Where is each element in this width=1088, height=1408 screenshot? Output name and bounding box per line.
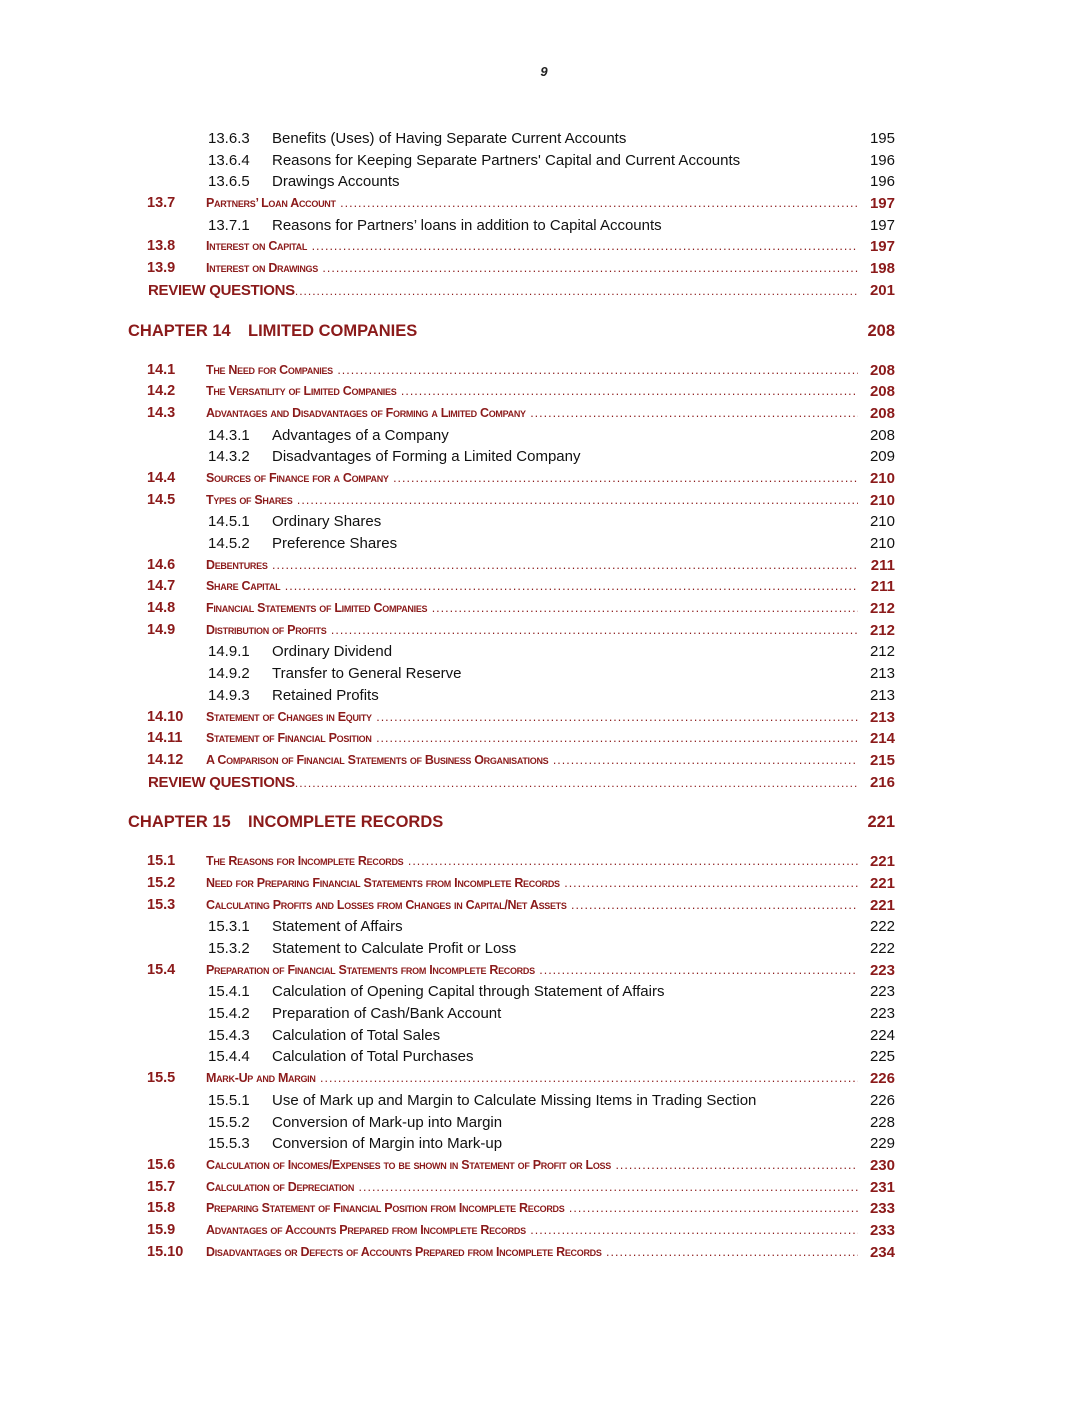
toc-entry-title: The Reasons for Incomplete Records ..... xyxy=(206,851,858,873)
toc-entry-number: 13.6.3 xyxy=(208,130,250,147)
toc-subsection-entry[interactable] xyxy=(0,938,1088,960)
toc-entry-page: 197 xyxy=(869,216,895,234)
toc-entry-title: REVIEW QUESTIONS ..... xyxy=(148,772,858,795)
chapter-label: CHAPTER 14 xyxy=(128,321,231,340)
toc-entry-page: 233 xyxy=(869,1221,895,1239)
toc-subsection-entry[interactable] xyxy=(0,171,1088,193)
toc-entry-number: 15.5 xyxy=(147,1070,176,1087)
toc-subsection-entry[interactable] xyxy=(0,1133,1088,1155)
toc-entry-number: 15.2 xyxy=(147,874,176,891)
toc-section-entry[interactable] xyxy=(0,960,1088,982)
toc-entry-number: 15.4.4 xyxy=(208,1048,250,1066)
toc-section-entry[interactable] xyxy=(0,360,1088,382)
toc-section-entry[interactable] xyxy=(0,1198,1088,1220)
toc-subsection-entry[interactable] xyxy=(0,916,1088,938)
toc-section-entry[interactable] xyxy=(0,468,1088,490)
toc-section-entry[interactable] xyxy=(0,381,1088,403)
toc-section-entry[interactable] xyxy=(0,403,1088,425)
toc-entry-title: Preparation of Cash/Bank Account xyxy=(272,1005,502,1023)
toc-entry-title: Calculation of Opening Capital through Statement of Affairs xyxy=(272,983,665,1001)
toc-entry-number: 14.8 xyxy=(147,600,176,617)
toc-entry-page: 208 xyxy=(869,383,895,401)
toc-entry-number: 15.4.1 xyxy=(208,983,250,1001)
chapter-title: INCOMPLETE RECORDS xyxy=(248,813,444,832)
toc-entry-title: Partners’ Loan Account ..... xyxy=(206,193,858,215)
toc-entry-number: 13.9 xyxy=(147,260,176,277)
toc-entry-number: 15.4.2 xyxy=(208,1005,250,1023)
toc-entry-title: Use of Mark up and Margin to Calculate Missing Items in Trading Section xyxy=(272,1091,757,1109)
toc-subsection-entry[interactable] xyxy=(0,1003,1088,1025)
toc-section-entry[interactable] xyxy=(0,1177,1088,1199)
toc-entry-title: Statement of Affairs xyxy=(272,918,403,936)
toc-entry-title: Preparing Statement of Financial Position from Incomplete Records ..... xyxy=(206,1198,858,1220)
toc-entry-title: Types of Shares ..... xyxy=(206,490,858,512)
table-of-contents xyxy=(0,128,1088,1263)
toc-entry-page: 208 xyxy=(869,404,895,422)
toc-entry-title: Interest on Drawings ..... xyxy=(206,258,858,280)
toc-entry-number: 15.4 xyxy=(147,961,176,978)
toc-section-entry[interactable] xyxy=(0,620,1088,642)
toc-section-entry[interactable] xyxy=(0,236,1088,258)
toc-section-entry[interactable] xyxy=(0,873,1088,895)
toc-section-entry[interactable] xyxy=(0,728,1088,750)
toc-entry-number: 14.5.1 xyxy=(208,513,250,531)
toc-entry-number: 15.5.1 xyxy=(208,1091,250,1109)
toc-entry-number: 15.6 xyxy=(147,1156,176,1173)
toc-entry-number: 15.4.3 xyxy=(208,1026,250,1044)
toc-entry-title: Ordinary Dividend xyxy=(272,643,393,661)
toc-entry-title: Distribution of Profits ..... xyxy=(206,620,858,642)
toc-entry-title: Statement of Changes in Equity ..... xyxy=(206,707,858,729)
toc-entry-number: 14.4 xyxy=(147,469,176,486)
toc-entry-title: Debentures ..... xyxy=(206,555,858,577)
toc-entry-title: Financial Statements of Limited Companies ..... xyxy=(206,598,858,620)
toc-entry-title: Statement of Financial Position ..... xyxy=(206,728,858,750)
toc-entry-title: Conversion of Margin into Mark-up xyxy=(272,1135,503,1153)
toc-entry-number: 14.1 xyxy=(147,361,176,378)
toc-entry-number: 14.9 xyxy=(147,621,176,638)
toc-entry-number: 15.7 xyxy=(147,1178,176,1195)
toc-subsection-entry[interactable] xyxy=(0,511,1088,533)
toc-entry-number: 15.5.3 xyxy=(208,1135,250,1153)
toc-section-entry[interactable] xyxy=(0,598,1088,620)
toc-entry-title: Share Capital ..... xyxy=(206,576,858,598)
toc-entry-page: 216 xyxy=(869,773,895,791)
toc-entry-number: 14.5.2 xyxy=(208,535,250,552)
toc-entry-page: 213 xyxy=(869,665,895,683)
toc-entry-number: 14.9.1 xyxy=(208,643,250,661)
toc-entry-number: 13.8 xyxy=(147,238,176,255)
toc-subsection-entry[interactable] xyxy=(0,446,1088,468)
toc-entry-page: 226 xyxy=(869,1091,895,1109)
toc-entry-page: 230 xyxy=(869,1156,895,1174)
toc-section-entry[interactable] xyxy=(0,851,1088,873)
toc-entry-number: 15.8 xyxy=(147,1200,176,1217)
toc-entry-page: 221 xyxy=(869,896,895,914)
toc-entry-number: 13.7 xyxy=(147,195,176,212)
toc-entry-number: 14.2 xyxy=(147,383,176,400)
toc-entry-number: 14.9.2 xyxy=(208,665,250,683)
chapter-title: LIMITED COMPANIES xyxy=(248,321,418,340)
toc-entry-title: A Comparison of Financial Statements of Business Organisations ..... xyxy=(206,750,858,772)
toc-entry-page: 212 xyxy=(869,600,895,618)
toc-entry-page: 196 xyxy=(869,173,895,191)
toc-subsection-entry[interactable] xyxy=(0,1090,1088,1112)
toc-entry-number: 15.1 xyxy=(147,853,176,870)
toc-entry-number: 14.12 xyxy=(147,751,184,768)
toc-entry-number: 14.9.3 xyxy=(208,686,250,704)
toc-entry-number: 15.3.1 xyxy=(208,918,250,936)
toc-entry-page: 233 xyxy=(869,1200,895,1218)
toc-entry-title: Calculation of Incomes/Expenses to be shown in Statement of Profit or Loss ..... xyxy=(206,1155,858,1177)
toc-entry-page: 223 xyxy=(869,1005,895,1023)
toc-entry-page: 198 xyxy=(869,260,895,278)
toc-entry-title: Transfer to General Reserve xyxy=(272,665,462,683)
chapter-page: 208 xyxy=(867,321,895,340)
toc-entry-number: 14.3.1 xyxy=(208,426,250,444)
toc-section-entry[interactable] xyxy=(0,258,1088,280)
toc-entry-page: 226 xyxy=(869,1070,895,1088)
toc-entry-page: 210 xyxy=(869,491,895,509)
toc-entry-number: 15.9 xyxy=(147,1221,176,1238)
toc-entry-title: Calculation of Depreciation ..... xyxy=(206,1177,858,1199)
toc-entry-page: 196 xyxy=(869,151,895,169)
toc-subsection-entry[interactable] xyxy=(0,215,1088,237)
toc-entry-title: Preparation of Financial Statements from Incomplete Records ..... xyxy=(206,960,858,982)
toc-entry-page: 211 xyxy=(870,556,895,574)
toc-entry-title: Advantages of Accounts Prepared from Incomplete Records ..... xyxy=(206,1220,858,1242)
toc-entry-page: 234 xyxy=(869,1243,895,1261)
toc-entry-number: 15.3.2 xyxy=(208,940,250,957)
toc-section-entry[interactable] xyxy=(0,490,1088,512)
toc-subsection-entry[interactable] xyxy=(0,128,1088,150)
toc-entry-number: 14.10 xyxy=(147,708,184,725)
toc-entry-title: Calculating Profits and Losses from Changes in Capital/Net Assets ..... xyxy=(206,895,858,917)
toc-section-entry[interactable] xyxy=(0,193,1088,215)
toc-entry-title: Sources of Finance for a Company ..... xyxy=(206,468,858,490)
toc-entry-page: 225 xyxy=(869,1048,895,1066)
page-number: 9 xyxy=(540,64,548,79)
toc-entry-page: 210 xyxy=(869,513,895,531)
toc-entry-title: Mark-Up and Margin ..... xyxy=(206,1068,858,1090)
toc-entry-title: Preference Shares xyxy=(272,535,398,552)
chapter-page: 221 xyxy=(867,813,895,832)
toc-entry-title: Conversion of Mark-up into Margin xyxy=(272,1113,503,1131)
toc-entry-number: 13.7.1 xyxy=(208,216,250,234)
toc-entry-number: 14.3.2 xyxy=(208,448,250,466)
toc-entry-number: 15.3 xyxy=(147,896,176,913)
toc-entry-page: 212 xyxy=(869,621,895,639)
toc-entry-title: Reasons for Keeping Separate Partners' Capital and Current Accounts xyxy=(272,151,741,169)
toc-entry-page: 211 xyxy=(870,578,895,596)
chapter-label: CHAPTER 15 xyxy=(128,813,231,832)
toc-entry-title: Reasons for Partners’ loans in addition to Capital Accounts xyxy=(272,216,662,234)
toc-entry-title: Retained Profits xyxy=(272,686,379,704)
toc-entry-number: 14.5 xyxy=(147,491,176,508)
toc-entry-title: Statement to Calculate Profit or Loss xyxy=(272,940,517,957)
toc-entry-page: 215 xyxy=(869,751,895,769)
toc-entry-page: 223 xyxy=(869,961,895,979)
toc-entry-page: 229 xyxy=(869,1135,895,1153)
toc-section-entry[interactable] xyxy=(0,1068,1088,1090)
toc-entry-title: Advantages and Disadvantages of Forming a Limited Company ..... xyxy=(206,403,858,425)
toc-entry-page: 195 xyxy=(869,130,895,147)
toc-subsection-entry[interactable] xyxy=(0,663,1088,685)
chapter-heading[interactable] xyxy=(0,803,1088,841)
toc-entry-number: 14.11 xyxy=(147,730,183,747)
toc-entry-page: 222 xyxy=(869,940,895,957)
toc-review-questions[interactable] xyxy=(0,772,1088,794)
toc-section-entry[interactable] xyxy=(0,576,1088,598)
toc-review-questions[interactable] xyxy=(0,280,1088,302)
toc-subsection-entry[interactable] xyxy=(0,981,1088,1003)
toc-entry-page: 214 xyxy=(869,730,895,748)
toc-entry-title: The Versatility of Limited Companies ..... xyxy=(206,381,858,403)
toc-entry-number: 13.6.5 xyxy=(208,173,250,191)
toc-entry-title: Advantages of a Company xyxy=(272,426,449,444)
toc-entry-title: Drawings Accounts xyxy=(272,173,400,191)
toc-entry-page: 197 xyxy=(869,195,895,213)
toc-entry-page: 209 xyxy=(869,448,895,466)
toc-entry-page: 208 xyxy=(869,426,895,444)
toc-entry-page: 228 xyxy=(869,1113,895,1131)
toc-subsection-entry[interactable] xyxy=(0,641,1088,663)
toc-entry-page: 208 xyxy=(869,361,895,379)
toc-entry-page: 222 xyxy=(869,918,895,936)
toc-entry-page: 231 xyxy=(869,1178,895,1196)
toc-entry-page: 210 xyxy=(869,469,895,487)
toc-entry-title: Interest on Capital ..... xyxy=(206,236,858,258)
toc-entry-number: 14.6 xyxy=(147,556,176,573)
toc-subsection-entry[interactable] xyxy=(0,685,1088,707)
toc-entry-number: 15.10 xyxy=(147,1243,184,1260)
toc-entry-page: 224 xyxy=(869,1026,895,1044)
toc-entry-number: 14.3 xyxy=(147,404,176,421)
chapter-heading[interactable] xyxy=(0,312,1088,350)
toc-entry-title: Disadvantages of Forming a Limited Company xyxy=(272,448,581,466)
toc-entry-title: Ordinary Shares xyxy=(272,513,382,531)
toc-subsection-entry[interactable] xyxy=(0,1025,1088,1047)
toc-subsection-entry[interactable] xyxy=(0,1112,1088,1134)
toc-entry-page: 221 xyxy=(869,853,895,871)
toc-section-entry[interactable] xyxy=(0,555,1088,577)
toc-entry-number: 14.7 xyxy=(147,578,176,595)
toc-entry-title: REVIEW QUESTIONS ..... xyxy=(148,280,858,303)
toc-section-entry[interactable] xyxy=(0,895,1088,917)
toc-section-entry[interactable] xyxy=(0,750,1088,772)
toc-entry-title: Calculation of Total Purchases xyxy=(272,1048,474,1066)
toc-section-entry[interactable] xyxy=(0,1242,1088,1264)
toc-section-entry[interactable] xyxy=(0,1220,1088,1242)
toc-entry-page: 210 xyxy=(869,535,895,552)
toc-subsection-entry[interactable] xyxy=(0,150,1088,172)
toc-entry-page: 221 xyxy=(869,874,895,892)
toc-subsection-entry[interactable] xyxy=(0,1046,1088,1068)
toc-entry-title: Need for Preparing Financial Statements from Incomplete Records ..... xyxy=(206,873,858,895)
toc-section-entry[interactable] xyxy=(0,1155,1088,1177)
toc-entry-page: 201 xyxy=(869,281,895,299)
toc-entry-number: 15.5.2 xyxy=(208,1113,250,1131)
toc-entry-page: 213 xyxy=(869,708,895,726)
toc-subsection-entry[interactable] xyxy=(0,425,1088,447)
toc-entry-page: 213 xyxy=(869,686,895,704)
toc-section-entry[interactable] xyxy=(0,707,1088,729)
toc-entry-title: Disadvantages or Defects of Accounts Prepared from Incomplete Records ..... xyxy=(206,1242,858,1264)
toc-entry-page: 223 xyxy=(869,983,895,1001)
toc-entry-title: Benefits (Uses) of Having Separate Current Accounts xyxy=(272,130,627,147)
toc-entry-title: The Need for Companies ..... xyxy=(206,360,858,382)
toc-entry-page: 212 xyxy=(869,643,895,661)
toc-subsection-entry[interactable] xyxy=(0,533,1088,555)
toc-entry-title: Calculation of Total Sales xyxy=(272,1026,441,1044)
toc-entry-number: 13.6.4 xyxy=(208,151,250,169)
toc-entry-page: 197 xyxy=(869,238,895,256)
